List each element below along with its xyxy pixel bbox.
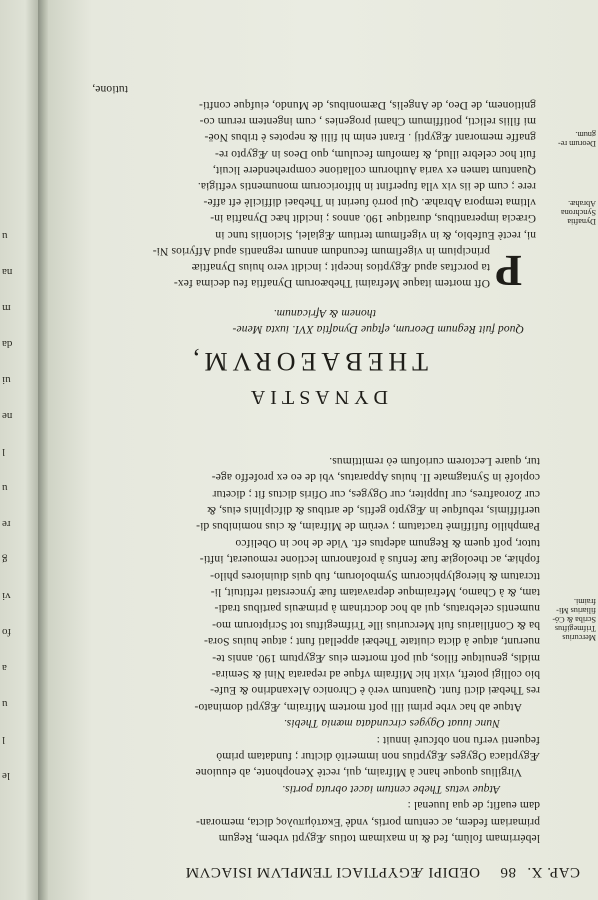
body-line: res Thebæi dicti funt. Quantum verò è Chronico Alexandrino & Eufe- [210, 684, 540, 698]
body-line: bio colligi poteft, vixit hic Mifraim vfque ad reparata Nini & Semira- [211, 668, 540, 681]
left-page-fragment: vi [2, 590, 11, 602]
body-line: Atque ab hac vrbe primi illi poft mortem Mifraim, Ægypti dominato- [194, 700, 522, 714]
body-line: lebérrimam folùm, fed & in maximam totius Ægypti vrbem, Regum [218, 832, 540, 845]
body-line: Virgilius quoque hanc à Mifraim, qui, rectè Xenophonte, ab eluuione [195, 766, 522, 780]
margin-note-dynastia-abrahae: Dynaftia Synchrona Abrahæ. [560, 199, 596, 226]
left-page-edge [0, 0, 42, 900]
drop-cap: P [495, 246, 522, 295]
body-line: ta porcftas apud Ægyptios incepit ; incidit vero huius Dynaftiæ [191, 261, 490, 274]
body-line: ttcratum & hieroglyphicorum Symbolorum, fub quis diuiniores philo- [210, 569, 540, 583]
body-line: Quantum tamen ex varia Authorum collatione comprehendere licuit, [212, 163, 536, 177]
left-page-fragment: u [2, 482, 8, 494]
left-page-fragment: l [2, 734, 6, 746]
body-line: dam euafit; de qua Iuuenal : [407, 799, 540, 813]
page-number: 86 [500, 864, 516, 880]
body-line: tam, & à Chamo, Mefraimque depravatam fuæ fyncerstati reftituit, li- [210, 586, 540, 599]
body-line: principium in vigefimum fecundum annum regnantis apud Affyrios Ni- [152, 244, 490, 258]
left-page-fragment: l [2, 446, 6, 458]
body-line: gnaffe memorant Ægyptij . Erant enim hi filii & nepotes è tribus Noë- [204, 131, 536, 145]
chapter-label: CAP. X. [526, 864, 580, 880]
left-page-fragment: da [2, 338, 13, 350]
body-line: mi filiis relicti, potiffimum Chami progenies , cum ingentem rerum co- [199, 115, 536, 129]
body-line: midis, genuitque filios, qui poft mortem eius Ægyptum 190. annis te- [212, 651, 540, 665]
subtitle-line-2: thonem & Africanum. [273, 307, 376, 320]
left-page-fragment: na [2, 266, 13, 278]
left-page-fragment: le [2, 770, 10, 782]
margin-note-deorum-regnum: Deorum re- gnum. [558, 130, 596, 148]
body-line: fophiæ, ac theologiæ fuæ fenfus à profanorum lectione remouerat, infti- [199, 553, 540, 567]
body-line: uerfiffimis, rebufque in Ægypto geftis, de artibus & difciplinis eius, & [206, 504, 540, 517]
body-line: cur Zoroaftres, cur Iuppiter, cur Ogyges, cur Ofiris dictus fit ; dicetur [212, 487, 540, 501]
body-line: tur, quare Lectorem curiofum eò remittimus. [329, 454, 540, 468]
body-line: fuit hoc celebre illud, & famofum feculum, quo Deos in Ægypto re- [214, 147, 536, 161]
body-line: nuerunt, atque à dicta ciuitate Thebæi appellati funt ; atque huius Sora- [203, 635, 540, 649]
body-line: Pamphilio fufiffimè tractatum ; verùm de Mifraim, & cius nominibus di- [196, 520, 540, 534]
body-line: Atque vetus Thebe centum iacet obruta portis. [282, 782, 500, 796]
left-page-fragment: u [2, 698, 8, 710]
body-line: Ægyptiaca Ogyges Ægyptius non immeritò dicitur ; fundatam primò [216, 750, 540, 763]
heading-thebaeorum: THEBAEORVM, [188, 347, 428, 376]
body-line: tutione, [92, 82, 128, 96]
running-title: OEDIPI ÆGYPTIACI TEMPLVM ISIACVM [185, 864, 480, 880]
left-page-fragment: re [2, 518, 11, 530]
body-line: ba & Confiliarius fuit Mercurius ille Trifmegiftus tot Scriptorum mo- [212, 618, 540, 632]
margin-note-mercurius: Mercurius Trifmegiftus Scriba & Có- filiarius Mi- fraimi. [552, 597, 596, 642]
left-page-fragment: ui [2, 374, 11, 386]
left-page-fragment: u [2, 230, 8, 242]
body-line: Oft mortem itaque Mefraimi Thebæorum Dynaftia feu decima fex- [173, 277, 490, 290]
left-page-fragment: fo [2, 626, 12, 638]
left-page-fragment: ne [2, 410, 13, 422]
left-page-fragment: m [2, 302, 11, 314]
body-line: rere ; cum de iis vix vlla fuperfint in hiftoricorum monumentis veftigia. [197, 180, 536, 193]
body-line: fequenti verfu non obfcurè innuit : [376, 733, 540, 747]
body-line: tutor, poft quem & Regnum adeptus eft. Vide de hoc in Obelifco [235, 536, 540, 550]
subtitle-line-1: Quod fuit Regnum Deorum, eftque Dynaftia XVI. iuxta Mene- [232, 323, 524, 336]
heading-dynastia: DYNASTIA [245, 386, 388, 408]
left-page-fragment: a [2, 662, 7, 674]
body-line: copiofè in Syntagmate II. huius Apparatus, vbi de eo ex profeffo age- [211, 471, 540, 485]
body-line: ni, rectè Eufebio, & in vigefimum tertium Ægialei, Sicioniis tunc in [215, 228, 536, 242]
body-line: Græcia imperantibus, duratique 190. annos ; incidit hæc Dynaftia in- [210, 212, 536, 226]
body-line: gnitionem, de Deo, de Angelis, Dæmonibus, de Mundo, eiufque confti- [198, 99, 536, 112]
body-line: numentis celebratus, qui ab hoc doctrinam à primæuis partibus tradi- [214, 602, 540, 616]
body-line: Nunc iuuat Ogyges circundata mœnia Thebis. [283, 717, 500, 731]
body-line: primariam fedem, ac centum portis, vndè Ἑκατόμπυλος dicta, memoran- [195, 815, 540, 829]
body-line: vltima tempora Abrahæ. Qui porrò fuerint in Thebaei difficilè eft affe- [203, 196, 536, 210]
left-page-fragment: g [2, 554, 8, 566]
upright-text-block [48, 0, 598, 900]
